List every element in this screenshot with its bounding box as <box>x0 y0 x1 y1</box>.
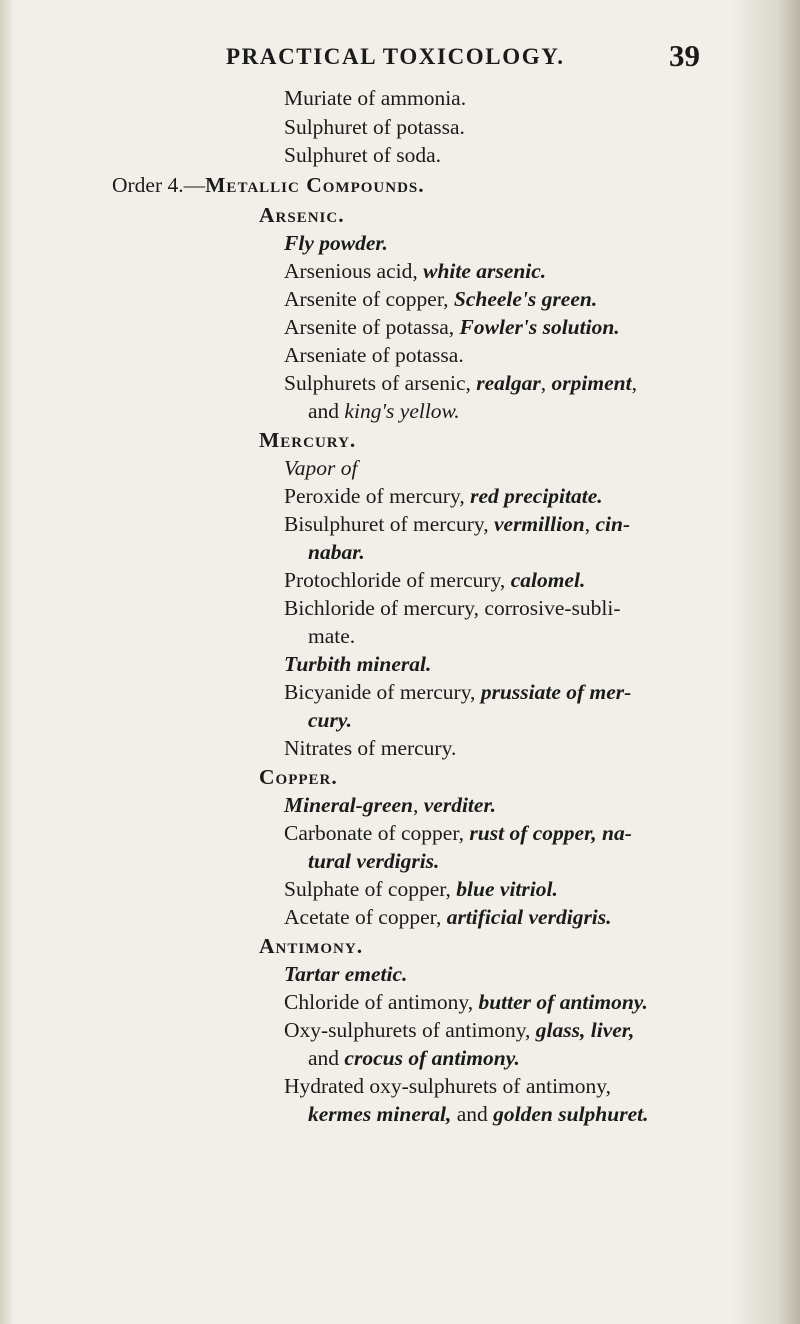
text-segment: Sulphate of copper, <box>284 877 457 901</box>
text-segment: realgar <box>476 371 541 395</box>
text-segment: Nitrates of mercury. <box>284 736 457 760</box>
page-number: 39 <box>669 38 700 73</box>
text-segment: calomel. <box>510 568 586 592</box>
text-segment: , <box>584 512 596 536</box>
text-line <box>308 540 365 564</box>
text-segment: Order 4.— <box>112 173 206 197</box>
text-line <box>284 287 597 311</box>
text-line <box>284 1074 611 1098</box>
text-segment: vermillion <box>493 512 585 536</box>
text-segment: , <box>413 793 424 817</box>
text-line <box>284 962 407 986</box>
text-segment: Turbith mineral. <box>284 652 432 676</box>
text-line <box>284 259 546 283</box>
text-segment: Arsenic. <box>259 203 345 227</box>
text-segment: Mineral-green <box>284 793 413 817</box>
text-line <box>259 203 345 227</box>
text-segment: Tartar emetic. <box>284 962 408 986</box>
text-line <box>284 793 496 817</box>
text-segment: Fly powder. <box>284 231 388 255</box>
text-line <box>284 905 612 929</box>
text-line <box>284 484 603 508</box>
text-segment: red precipitate. <box>470 484 603 508</box>
text-segment: and <box>451 1102 494 1126</box>
running-title: PRACTICAL TOXICOLOGY. <box>226 44 565 69</box>
text-segment: Mercury. <box>259 428 357 452</box>
text-segment: Vapor of <box>284 456 358 480</box>
text-line <box>284 821 632 845</box>
text-segment: mate. <box>308 624 356 648</box>
text-segment: Sulphurets of arsenic, <box>284 371 477 395</box>
text-line <box>259 428 356 452</box>
text-segment: Bicyanide of mercury, <box>284 680 481 704</box>
text-segment: and <box>308 399 345 423</box>
text-line <box>284 877 558 901</box>
text-segment: Bisulphuret of mercury, <box>284 512 494 536</box>
text-segment: Metallic Compounds. <box>205 173 425 197</box>
text-segment: tural verdigris. <box>308 849 440 873</box>
text-segment: Arsenious acid, <box>284 259 424 283</box>
text-line <box>284 86 466 110</box>
text-segment: Hydrated oxy-sulphurets of antimony, <box>284 1074 612 1098</box>
text-segment: Copper. <box>259 765 338 789</box>
text-segment: Sulphuret of potassa. <box>284 115 465 139</box>
text-line <box>308 1046 520 1070</box>
text-line <box>284 1018 634 1042</box>
text-line <box>259 765 338 789</box>
text-segment: orpiment <box>551 371 632 395</box>
text-line <box>284 456 357 480</box>
text-segment: verditer. <box>423 793 496 817</box>
text-segment: cin- <box>595 512 631 536</box>
page-edge-shadow <box>730 0 800 1324</box>
text-line <box>284 315 620 339</box>
text-segment: Arsenite of potassa, <box>284 315 460 339</box>
text-line <box>284 596 621 620</box>
text-segment: Arsenite of copper, <box>284 287 454 311</box>
text-segment: golden sulphuret. <box>493 1102 649 1126</box>
text-segment: artificial verdigris. <box>446 905 612 929</box>
text-segment: butter of antimony. <box>478 990 648 1014</box>
text-line <box>284 231 388 255</box>
page-gutter-shadow <box>0 0 14 1324</box>
text-segment: and <box>308 1046 345 1070</box>
text-segment: Arseniate of potassa. <box>284 343 464 367</box>
text-line <box>308 849 439 873</box>
text-segment: crocus of antimony. <box>344 1046 520 1070</box>
text-line <box>284 680 631 704</box>
text-line <box>308 624 355 648</box>
text-segment: , <box>540 371 552 395</box>
text-segment: Muriate of ammonia. <box>284 86 467 110</box>
text-line <box>284 343 464 367</box>
text-segment: king's yellow. <box>344 399 460 423</box>
text-segment: cury. <box>308 708 352 732</box>
text-line <box>308 708 352 732</box>
text-segment: Bichloride of mercury, corrosive-subli- <box>284 596 621 620</box>
text-line <box>284 115 465 139</box>
text-line <box>284 990 648 1014</box>
text-line <box>284 652 431 676</box>
text-segment: Oxy-sulphurets of antimony, <box>284 1018 536 1042</box>
text-segment: Carbonate of copper, <box>284 821 470 845</box>
text-segment: prussiate of mer- <box>480 680 632 704</box>
text-segment: Acetate of copper, <box>284 905 447 929</box>
text-segment: blue vitriol. <box>456 877 558 901</box>
text-segment: Protochloride of mercury, <box>284 568 511 592</box>
text-segment: Sulphuret of soda. <box>284 143 442 167</box>
text-segment: nabar. <box>308 540 365 564</box>
text-line <box>284 568 585 592</box>
text-line <box>284 371 637 395</box>
text-line <box>284 736 456 760</box>
text-line <box>308 399 460 423</box>
text-line <box>112 173 425 197</box>
text-line <box>259 934 363 958</box>
text-segment: glass, liver, <box>535 1018 635 1042</box>
text-segment: , <box>631 371 637 395</box>
page-header <box>226 38 706 76</box>
text-segment: Fowler's solution. <box>459 315 620 339</box>
text-segment: kermes mineral, <box>308 1102 452 1126</box>
text-line <box>284 512 630 536</box>
text-segment: Chloride of antimony, <box>284 990 479 1014</box>
text-line <box>284 143 441 167</box>
text-line <box>308 1102 648 1126</box>
text-segment: Scheele's green. <box>453 287 598 311</box>
text-segment: white arsenic. <box>423 259 547 283</box>
text-segment: Peroxide of mercury, <box>284 484 471 508</box>
text-segment: Antimony. <box>259 934 364 958</box>
text-segment: rust of copper, na- <box>469 821 632 845</box>
